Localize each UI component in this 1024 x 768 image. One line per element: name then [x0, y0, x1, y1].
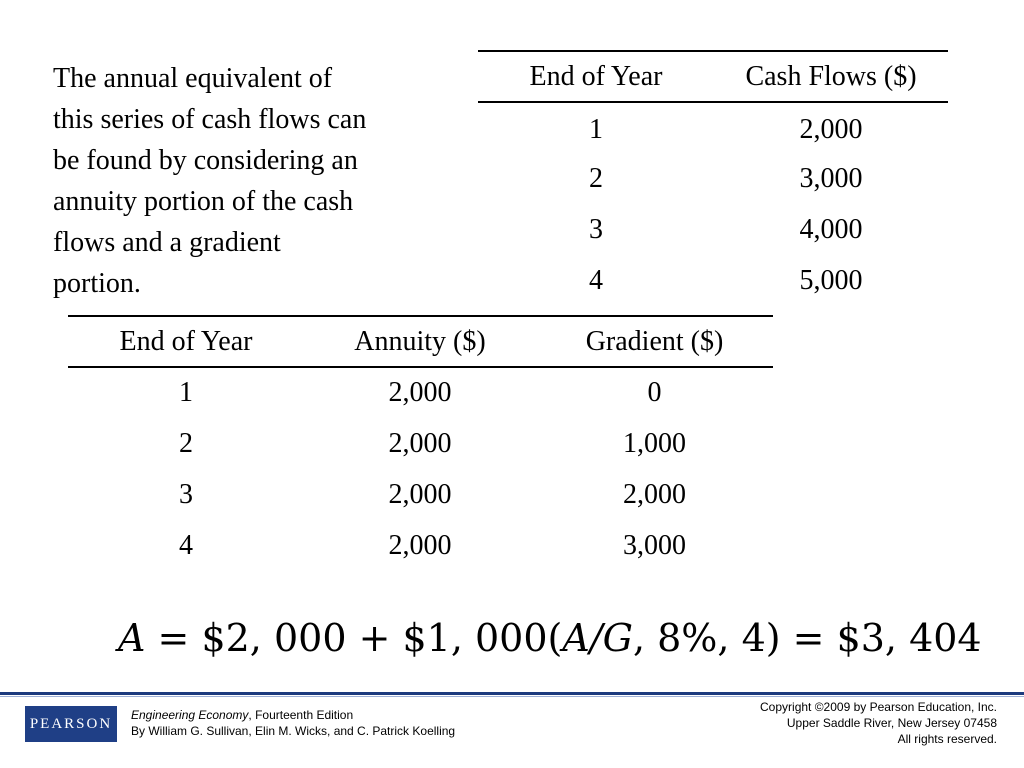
formula-factor: A/G	[562, 616, 633, 660]
footer-divider	[0, 692, 1024, 695]
book-citation	[131, 707, 455, 739]
year-cell: 2	[589, 162, 603, 194]
table-row	[68, 367, 773, 418]
paragraph-line: portion.	[53, 268, 141, 299]
copyright-line: Copyright ©2009 by Pearson Education, Inc.	[760, 700, 997, 714]
gradient-cell: 0	[647, 377, 662, 408]
column-header-cash-flows: Cash Flows ($)	[714, 51, 948, 102]
table-row	[478, 153, 948, 204]
copyright-notice	[760, 699, 997, 747]
formula-part: , 8%, 4) = $3, 404	[632, 616, 982, 660]
copyright-line: All rights reserved.	[897, 732, 997, 746]
annuity-cell: 2,000	[388, 377, 452, 408]
year-cell: 1	[589, 114, 603, 145]
intro-paragraph	[53, 58, 453, 304]
formula-variable-a: A	[118, 616, 146, 660]
annuity-cell: 2,000	[388, 529, 452, 561]
formula-part: = $2, 000 + $1, 000(	[145, 616, 563, 660]
column-header-annuity: Annuity ($)	[304, 316, 536, 367]
annuity-cell: 2,000	[388, 427, 452, 459]
book-edition: , Fourteenth Edition	[248, 708, 354, 722]
cash-flow-table	[478, 50, 948, 306]
annual-equivalent-formula	[118, 612, 982, 664]
paragraph-line: The annual equivalent of	[53, 63, 333, 94]
annuity-gradient-table	[68, 315, 773, 571]
year-cell: 4	[179, 529, 193, 561]
column-header-end-of-year: End of Year	[68, 316, 304, 367]
paragraph-line: be found by considering an	[53, 145, 358, 176]
table-row	[478, 255, 948, 306]
table-row	[68, 469, 773, 520]
book-authors: By William G. Sullivan, Elin M. Wicks, and C. Patrick Koelling	[131, 724, 456, 738]
cash-flow-cell: 5,000	[799, 264, 863, 296]
column-header-end-of-year: End of Year	[478, 51, 714, 102]
cash-flow-cell: 3,000	[799, 162, 863, 194]
year-cell: 3	[589, 213, 603, 245]
year-cell: 4	[589, 264, 603, 296]
column-header-gradient: Gradient ($)	[536, 316, 773, 367]
table-row	[478, 102, 948, 153]
cash-flow-cell: 2,000	[799, 114, 863, 145]
paragraph-line: flows and a gradient	[53, 227, 281, 258]
paragraph-line: this series of cash flows can	[53, 104, 367, 135]
year-cell: 1	[179, 377, 193, 408]
table-row	[68, 520, 773, 571]
book-title: Engineering Economy	[131, 708, 249, 722]
table-header-row	[68, 316, 773, 367]
year-cell: 3	[179, 478, 193, 510]
pearson-logo: PEARSON	[25, 706, 117, 742]
table-row	[478, 204, 948, 255]
cash-flow-cell: 4,000	[799, 213, 863, 245]
copyright-line: Upper Saddle River, New Jersey 07458	[786, 716, 997, 730]
gradient-cell: 1,000	[623, 427, 686, 459]
gradient-cell: 3,000	[623, 529, 686, 561]
table-header-row	[478, 51, 948, 102]
table-row	[68, 418, 773, 469]
year-cell: 2	[179, 427, 193, 459]
annuity-cell: 2,000	[388, 478, 452, 510]
gradient-cell: 2,000	[623, 478, 686, 510]
paragraph-line: annuity portion of the cash	[53, 186, 354, 217]
footer-divider-light	[0, 696, 1024, 697]
